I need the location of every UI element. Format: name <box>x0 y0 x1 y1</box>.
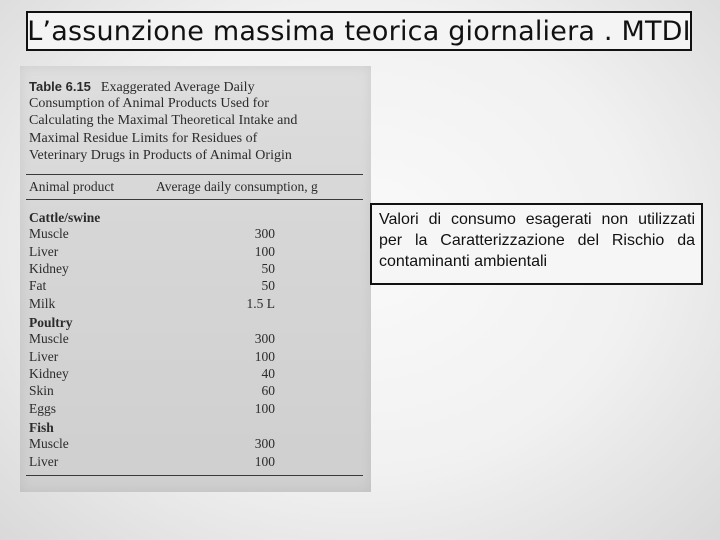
table-row <box>29 454 275 471</box>
product-name: Liver <box>29 244 59 259</box>
product-value: 100 <box>254 349 275 364</box>
table-row <box>29 331 275 348</box>
table-caption-line: Calculating the Maximal Theoretical Intake and <box>29 113 298 128</box>
product-name: Liver <box>29 454 59 469</box>
product-value: 50 <box>261 278 275 293</box>
product-value: 40 <box>261 366 275 381</box>
product-name: Kidney <box>29 261 69 276</box>
scanned-table-image <box>20 66 371 492</box>
table-caption-line <box>29 78 255 96</box>
table-row <box>29 436 275 453</box>
product-value: 100 <box>254 401 275 416</box>
table-bottom-rule <box>26 475 363 476</box>
table-row <box>29 366 275 383</box>
product-value: 100 <box>254 244 275 259</box>
table-header-rule <box>26 199 363 200</box>
product-value: 100 <box>254 454 275 469</box>
table-caption-line: Maximal Residue Limits for Residues of <box>29 131 258 146</box>
table-caption-text: Exaggerated Average Daily <box>100 80 255 95</box>
slide-title: L’assunzione massima teorica giornaliera . MTDI <box>27 15 691 47</box>
table-row <box>29 278 275 295</box>
table-caption-line: Consumption of Animal Products Used for <box>29 96 269 111</box>
product-value: 50 <box>261 261 275 276</box>
product-value: 1.5 L <box>246 296 275 311</box>
slide-title-box <box>26 11 692 51</box>
category-poultry: Poultry <box>29 315 73 330</box>
product-name: Eggs <box>29 401 56 416</box>
product-value: 300 <box>254 436 275 451</box>
table-caption-line: Veterinary Drugs in Products of Animal Origin <box>29 148 292 163</box>
product-name: Liver <box>29 349 59 364</box>
product-value: 300 <box>254 226 275 241</box>
product-name: Fat <box>29 278 47 293</box>
table-label: Table 6.15 <box>29 79 91 94</box>
product-value: 300 <box>254 331 275 346</box>
product-name: Muscle <box>29 331 69 346</box>
category-cattle-swine: Cattle/swine <box>29 210 101 225</box>
table-row <box>29 383 275 400</box>
table-row <box>29 349 275 366</box>
category-fish: Fish <box>29 420 54 435</box>
note-text: Valori di consumo esagerati non utilizzati per la Caratterizzazione del Rischio da contaminanti ambientali <box>379 211 695 270</box>
table-row <box>29 296 275 313</box>
table-row <box>29 226 275 243</box>
product-name: Milk <box>29 296 56 311</box>
product-name: Muscle <box>29 436 69 451</box>
table-top-rule <box>26 174 363 175</box>
product-name: Skin <box>29 383 54 398</box>
table-row <box>29 261 275 278</box>
product-name: Muscle <box>29 226 69 241</box>
product-name: Kidney <box>29 366 69 381</box>
product-value: 60 <box>261 383 275 398</box>
column-header-product: Animal product <box>29 179 115 194</box>
column-header-consumption: Average daily consumption, g <box>156 179 318 194</box>
note-box <box>370 203 703 285</box>
table-row <box>29 244 275 261</box>
table-row <box>29 401 275 418</box>
